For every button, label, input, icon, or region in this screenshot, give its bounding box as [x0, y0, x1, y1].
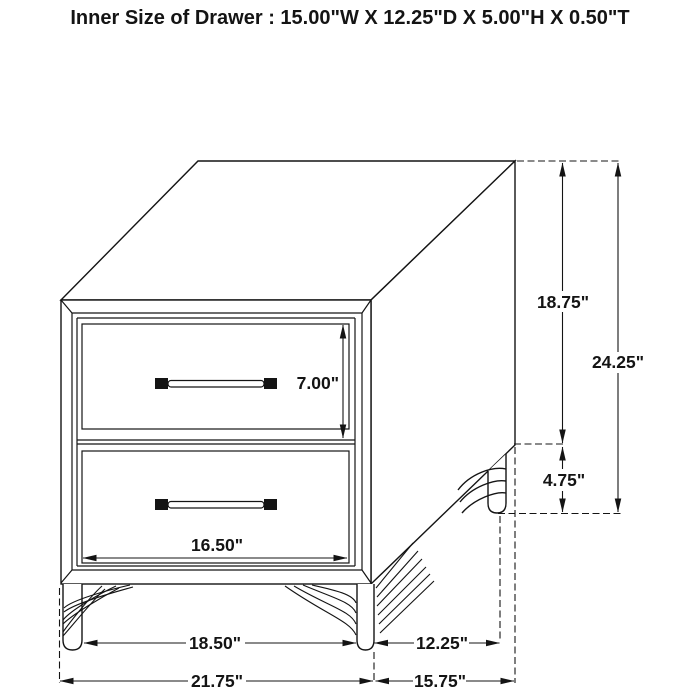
dim-overall-depth-label: 15.75" [413, 671, 467, 691]
dim-depth-leg-span-label: 12.25" [415, 633, 469, 653]
dim-drawer-width-label: 16.50" [190, 535, 244, 555]
nightstand [61, 161, 515, 650]
handle-2-right-cap [264, 499, 277, 510]
handle-2-left-cap [155, 499, 168, 510]
handle-1-right-cap [264, 378, 277, 389]
dim-overall-width-label: 21.75" [190, 671, 244, 691]
dim-front-leg-span-label: 18.50" [188, 633, 242, 653]
dim-leg-height-label: 4.75" [542, 470, 586, 490]
front-right-leg [357, 584, 374, 650]
handle-1-left-cap [155, 378, 168, 389]
dim-case-height-label: 18.75" [536, 292, 590, 312]
dim-overall-height-label: 24.25" [591, 352, 645, 372]
dim-drawer-opening-label: 7.00" [296, 373, 339, 393]
page-title: Inner Size of Drawer : 15.00"W X 12.25"D X 5.00"H X 0.50"T [70, 7, 630, 29]
